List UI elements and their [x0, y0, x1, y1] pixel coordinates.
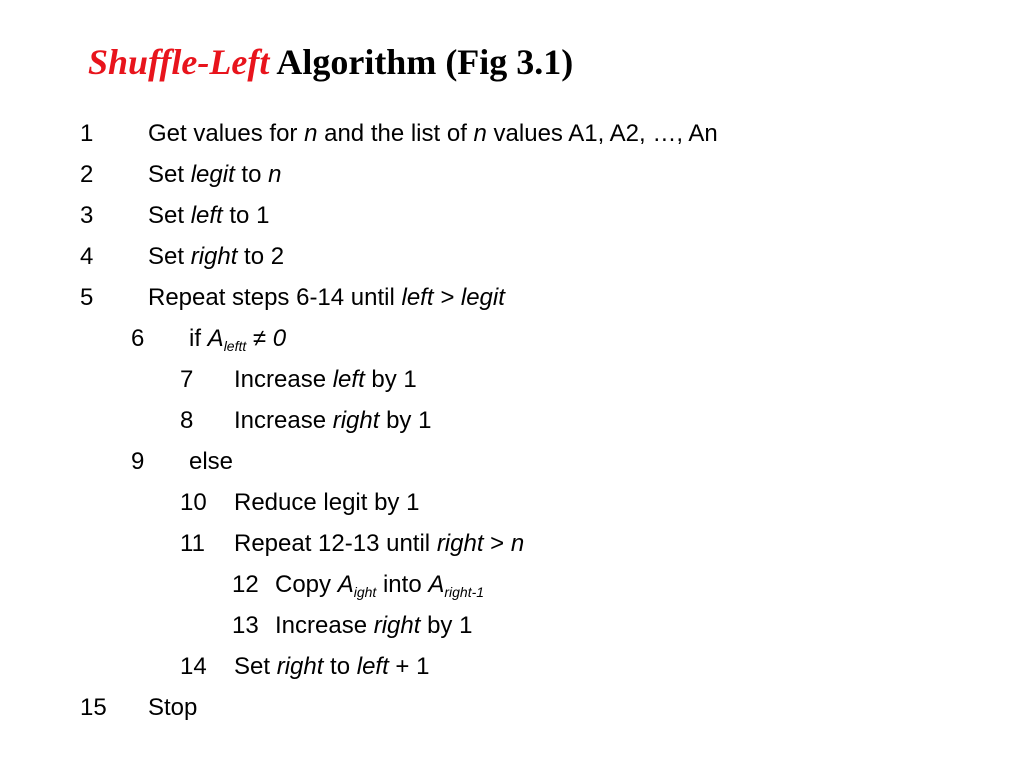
step-text: Reduce legit by 1: [234, 489, 420, 516]
step-number: 12: [232, 571, 259, 598]
step-number: 11: [180, 530, 205, 557]
step-text: Set left to 1: [148, 202, 270, 229]
step-text: Increase right by 1: [275, 612, 473, 639]
step-text: Increase right by 1: [234, 407, 432, 434]
step-text: Set legit to n: [148, 161, 282, 188]
step-number: 5: [80, 284, 94, 311]
step-text: Get values for n and the list of n values A1, A2, …, An: [148, 120, 718, 147]
step-text: Set right to 2: [148, 243, 285, 270]
step-number: 14: [180, 653, 207, 680]
step-text: Stop: [148, 694, 198, 721]
step-text: Repeat 12-13 until right > n: [234, 530, 525, 557]
step-text: if $A_{leftt} \ne 0$: [189, 325, 287, 354]
step-number: 1: [80, 120, 94, 147]
step-text: Increase left by 1: [234, 366, 417, 393]
step-number: 7: [180, 366, 194, 393]
step-number: 8: [180, 407, 194, 434]
step-number: 6: [131, 325, 145, 352]
step-number: 4: [80, 243, 94, 270]
title-rest: Algorithm (Fig 3.1): [269, 42, 574, 82]
step-number: 9: [131, 448, 145, 475]
step-text: Set right to left + 1: [234, 653, 430, 680]
step-number: 2: [80, 161, 94, 188]
step-number: 10: [180, 489, 207, 516]
title-emphasis: Shuffle-Left: [88, 42, 270, 82]
step-text: Copy $A_{ight}$ into $A_{right-1}$: [275, 571, 485, 600]
step-text: else: [189, 448, 234, 475]
step-number: 15: [80, 694, 107, 721]
step-number: 3: [80, 202, 94, 229]
step-number: 13: [232, 612, 259, 639]
step-text: Repeat steps 6-14 until left > legit: [148, 284, 505, 311]
